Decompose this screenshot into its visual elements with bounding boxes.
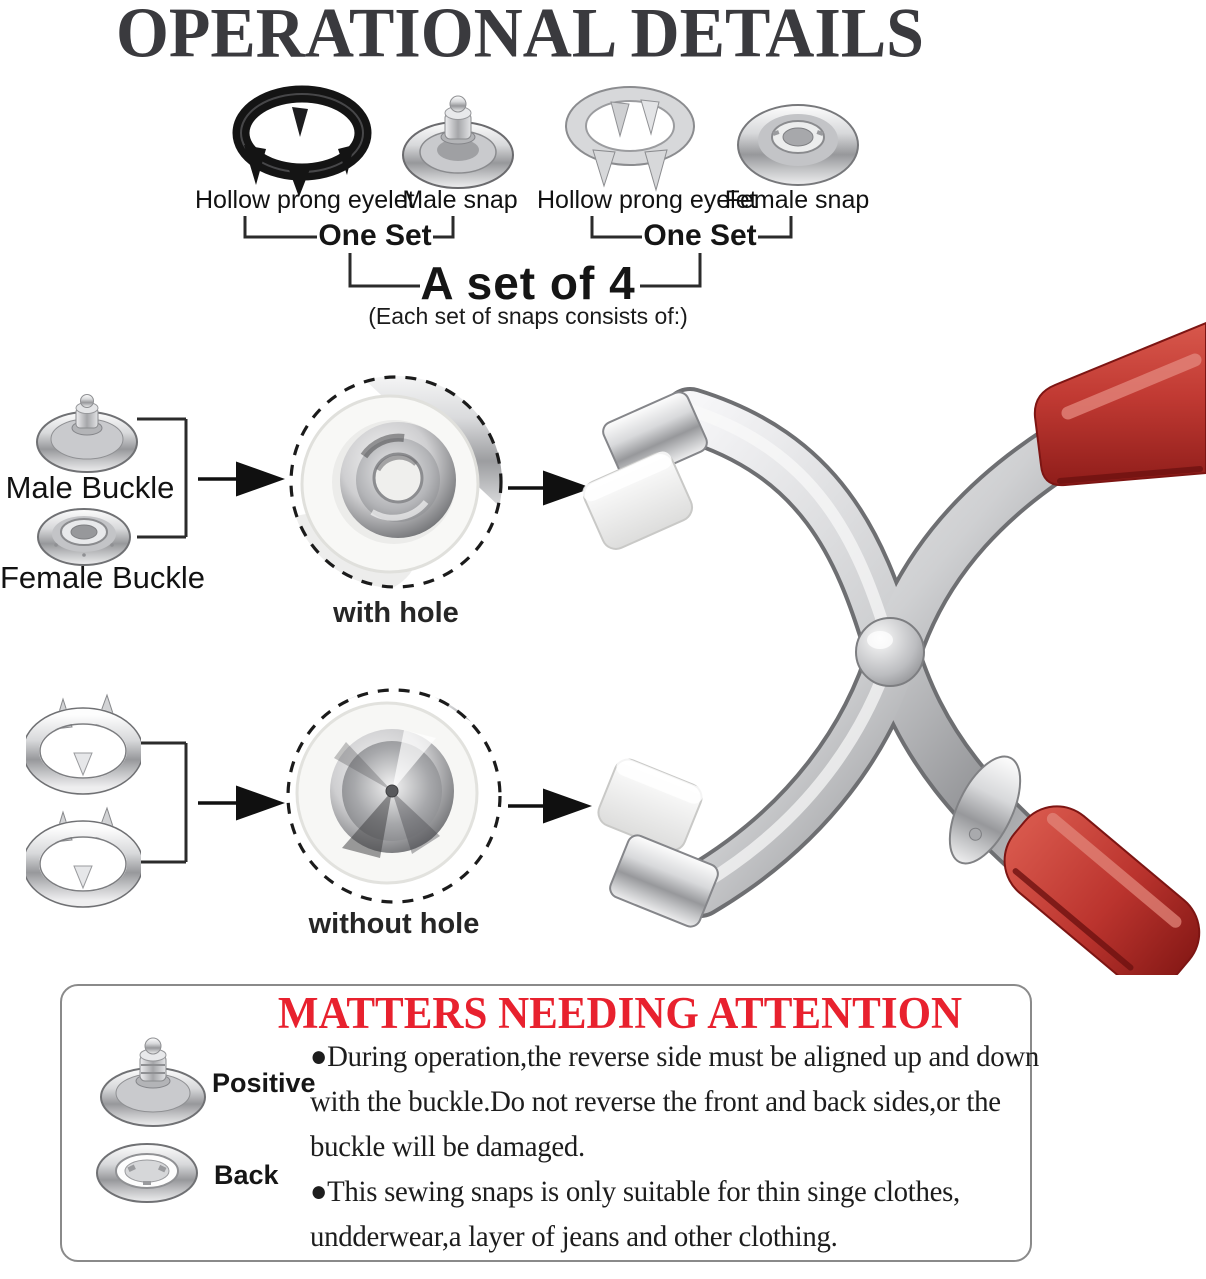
part-label-male-snap: Male snap [402, 186, 518, 214]
attention-text-line: ●During operation,the reverse side must be aligned up and down [310, 1040, 1039, 1073]
positive-snap-icon [88, 1035, 218, 1130]
black-prong-eyelet-icon [222, 85, 382, 197]
back-label: Back [214, 1160, 279, 1190]
snap-pliers-icon [540, 315, 1206, 975]
back-snap-icon [92, 1138, 202, 1208]
male-buckle-icon [32, 392, 142, 477]
part-label-hollow-prong-eyelet-2: Hollow prong eyelet [537, 186, 757, 214]
attention-text-line: undderwear,a layer of jeans and other clothing. [310, 1220, 838, 1253]
attention-text-line: ●This sewing snaps is only suitable for thin singe clothes, [310, 1175, 960, 1208]
magnifier-without-hole-icon [284, 686, 504, 906]
attention-text-line: with the buckle.Do not reverse the front and back sides,or the [310, 1085, 1001, 1118]
with-hole-label: with hole [333, 597, 459, 629]
magnifier-with-hole-icon [286, 372, 506, 592]
female-snap-icon [733, 95, 863, 190]
attention-heading: MATTERS NEEDING ATTENTION [277, 989, 963, 1039]
male-buckle-label: Male Buckle [5, 470, 175, 505]
part-label-female-snap: Female snap [724, 186, 870, 214]
without-hole-label: without hole [308, 908, 480, 940]
part-label-hollow-prong-eyelet-1: Hollow prong eyelet [195, 186, 415, 214]
positive-label: Positive [212, 1068, 316, 1098]
set-of-4-sublabel: (Each set of snaps consists of:) [368, 303, 688, 329]
page-title: OPERATIONAL DETAILS [116, 0, 924, 73]
set-of-4-label: A set of 4 [420, 257, 636, 309]
prong-ring-icon [26, 693, 141, 795]
prong-ring-icon [26, 806, 141, 908]
male-snap-icon [398, 92, 518, 192]
silver-prong-eyelet-icon [555, 82, 705, 200]
one-set-label-right: One Set [643, 219, 757, 252]
attention-text-line: buckle will be damaged. [310, 1130, 585, 1163]
female-buckle-label: Female Buckle [0, 560, 206, 595]
one-set-label-left: One Set [318, 219, 432, 252]
